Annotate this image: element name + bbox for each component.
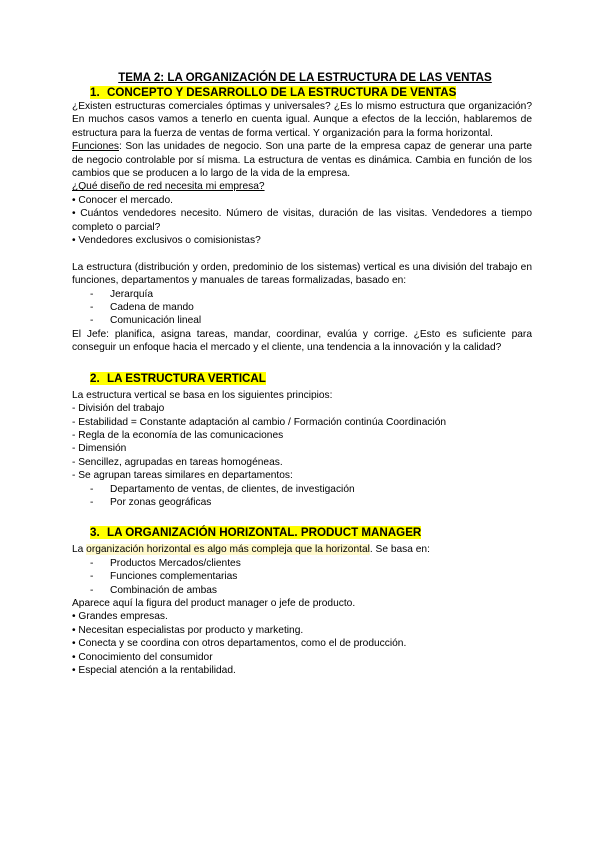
section-1-paragraph-2: La estructura (distribución y orden, predominio de los sistemas) vertical es una división del trabajo en funciones, departamentos y manuales de tareas formalizadas, basado en:: [72, 261, 532, 287]
bullet-item: • Conecta y se coordina con otros departamentos, como el de producción.: [72, 638, 407, 650]
bullet-item: • Vendedores exclusivos o comisionistas?: [72, 235, 261, 247]
list-item: - Dimensión: [72, 443, 127, 455]
section-1-paragraph-1: ¿Existen estructuras comerciales óptimas y universales? ¿Es lo mismo estructura que organización? En muchos casos vamos a tenerlo en cuenta igual. Aunque a efectos de la lección, hablaremos de estructura para la fuerza de ventas de forma vertical. Y organización para la forma horizontal.: [72, 101, 532, 139]
spacer: [72, 247, 532, 260]
intro-prefix: La: [72, 544, 87, 556]
intro-highlight: organización horizontal es algo más compleja que la horizontal: [86, 544, 370, 556]
dash-item: - Productos Mercados/clientes: [90, 557, 532, 570]
bullet-item: • Cuántos vendedores necesito. Número de visitas, duración de las visitas. Vendedores a tiempo completo o parcial?: [72, 208, 532, 233]
dash-item: - Departamento de ventas, de clientes, de investigación: [90, 483, 532, 496]
section-3-number: 3.: [90, 526, 100, 540]
list-item: - Se agrupan tareas similares en departamentos:: [72, 470, 293, 482]
bullet-item: • Conocimiento del consumidor: [72, 651, 213, 663]
section-2-heading: [72, 371, 532, 386]
bullet-item: • Necesitan especialistas por producto y marketing.: [72, 624, 304, 636]
dash-item: - Cadena de mando: [90, 301, 532, 314]
document-body: [72, 70, 532, 677]
section-1-number: 1.: [90, 86, 100, 99]
section-3-paragraph-1: Aparece aquí la figura del product manager o jefe de producto.: [72, 597, 356, 609]
document-title: TEMA 2: LA ORGANIZACIÓN DE LA ESTRUCTURA DE LAS VENTAS: [118, 71, 492, 84]
list-item: - Estabilidad = Constante adaptación al cambio / Formación continúa Coordinación: [72, 416, 447, 428]
funciones-text: : Son las unidades de negocio. Son una parte de la empresa capaz de generar una parte de negocio controlable por sí misma. La estructura de ventas es dinámica. Cambia en función de los cambios que se producen a lo largo de la vida de la empresa.: [72, 141, 532, 180]
section-3-intro: [72, 543, 532, 556]
dash-item: - Comunicación lineal: [90, 314, 532, 327]
section-1-heading: [72, 85, 532, 100]
bullet-item: • Especial atención a la rentabilidad.: [72, 665, 236, 677]
section-1-title: CONCEPTO Y DESARROLLO DE LA ESTRUCTURA DE VENTAS: [107, 86, 457, 99]
intro-suffix: . Se basa en:: [369, 544, 430, 556]
list-item: - Sencillez, agrupadas en tareas homogéneas.: [72, 456, 283, 468]
section-1-paragraph-3: El Jefe: planifica, asigna tareas, mandar, coordinar, evalúa y corrige. ¿Esto es suficiente para conseguir un enfoque hacia el mercado y el cliente, una tendencia a la innovación y la calidad?: [72, 328, 532, 354]
dash-item: - Funciones complementarias: [90, 570, 532, 583]
section-3-dash-list: [72, 557, 532, 597]
section-2-dash-list: [72, 483, 532, 510]
dash-item: - Por zonas geográficas: [90, 496, 532, 509]
dash-item: - Combinación de ambas: [90, 584, 532, 597]
list-item: - División del trabajo: [72, 403, 165, 415]
section-2-intro: La estructura vertical se basa en los siguientes principios:: [72, 389, 333, 401]
section-1-question: ¿Qué diseño de red necesita mi empresa?: [72, 181, 265, 193]
bullet-item: • Conocer el mercado.: [72, 194, 173, 206]
section-2-title: LA ESTRUCTURA VERTICAL: [107, 371, 266, 385]
section-1-funciones: [72, 140, 532, 180]
section-3-heading: [72, 525, 532, 540]
section-1-dash-list: [72, 288, 532, 328]
section-3-title: LA ORGANIZACIÓN HORIZONTAL. PRODUCT MANAGER: [107, 526, 422, 540]
list-item: - Regla de la economía de las comunicaciones: [72, 429, 284, 441]
section-2-number: 2.: [90, 371, 100, 385]
bullet-item: • Grandes empresas.: [72, 611, 168, 623]
funciones-label: Funciones: [72, 141, 120, 153]
dash-item: - Jerarquía: [90, 288, 532, 301]
